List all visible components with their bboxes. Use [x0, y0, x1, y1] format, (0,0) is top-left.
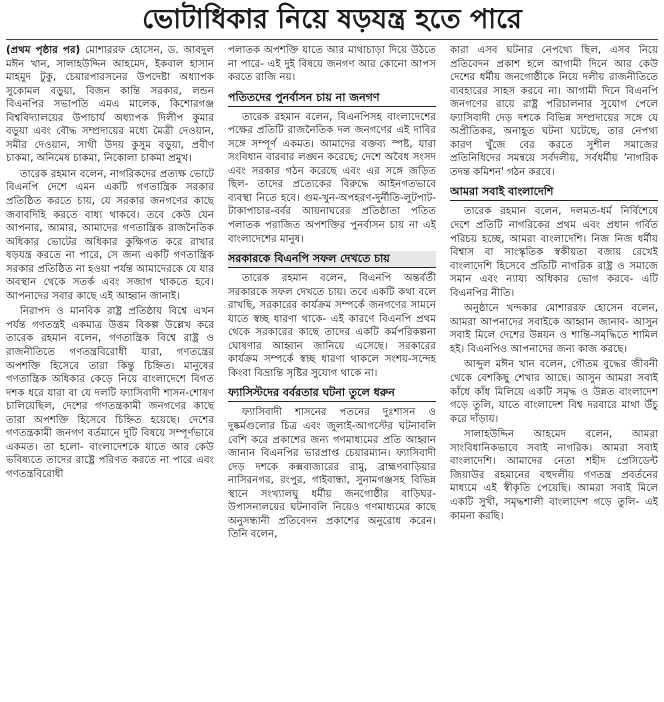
- article-column-3: [450, 44, 658, 698]
- paragraph: নিরাপদ ও মানবিক রাষ্ট্র প্রতিষ্ঠায় বিশ্বে এখন পর্যন্ত গণতন্ত্রই একমাত্র উত্তম বিকল্প উল্লেখ করে তারেক রহমান বলেন, গণতান্ত্রিক বিশ্বে রাষ্ট্র ও রাজনীতিতে গণতন্ত্রবিরোধী যারা, গণতন্ত্রের অপশক্তি হিসেবে তারা কিন্তু চিহ্নিত। মানুষের গণতান্ত্রিক অধিকার কেড়ে নিয়ে বাংলাদেশে বিগত দশক ধরে যারা বা যে দলটি ফ্যাসিবাদী শাসন-শোষণ চালিয়েছিল, দেশের গণতন্ত্রকামী জনগণের কাছে তারা অপশক্তি হিসেবে চিহ্নিত হয়েছে। দেশের গণতন্ত্রকামী জনগণ বর্তমানে দুটি বিষয়ে সম্পূর্ণভাবে একমত। তা হলো- বাংলাদেশকে যাতে আর কেউ ভবিষ্যতে তাদের রাষ্ট্রে পরিণত করতে না পারে এবং গণতন্ত্রবিরোধী: [6, 306, 214, 480]
- paragraph: আব্দুল মঈন খান বলেন, গৌতম বুদ্ধের জীবনী থেকে বেশকিছু শেখার আছে। আসুন আমরা সবাই কাঁধে কাঁধ মিলিয়ে একটি সমৃদ্ধ ও উন্নত বাংলাদেশ গড়ে তুলি, যাতে বাংলাদেশ বিশ্ব দরবারে মাথা উঁচু করে দাঁড়ায়।: [450, 359, 658, 425]
- paragraph-text: মোশাররফ হোসেন, ড. আবদুল মঈন খান, সালাহউদ্দিন আহমেদ, ইকবাল হাসান মাহমুদ টুকু, চেয়ারপারসনের উপদেষ্টা অধ্যাপক সুকোমল বড়ুয়া, বিজন কান্তি সরকার, লন্ডন বিএনপির সভাপতি এমএ মালেক, কিশোরগঞ্জ বিশ্ববিদ্যালয়ের উপাচার্য অধ্যাপক দিলীপ কুমার বড়ুয়া এবং বৌদ্ধ সম্প্রদায়ের মধ্যে মৈত্রী দেওয়ান, সমীর দেওয়ান, সাথী উদয় কুসুম বড়ুয়া, প্রবীণ চাকমা, অনিমেষ চাকমা, নিকোলা চাকমা প্রমুখ।: [6, 45, 214, 165]
- paragraph: তারেক রহমান বলেন, দলমত-ধর্ম নির্বিশেষে দেশে প্রতিটি নাগরিকের প্রথম এবং প্রধান গর্বিত পরিচয় হচ্ছে, আমরা বাংলাদেশি। নিজ নিজ ধর্মীয় বিশ্বাস বা সাংস্কৃতিক স্বকীয়তা বজায় রেখেই বাংলাদেশি হিসেবে প্রতিটি নাগরিক রাষ্ট্র ও সমাজে সমান এবং ন্যায্য অধিকার ভোগ করবে- এটি বিএনপির নীতি।: [450, 206, 658, 299]
- article-column-1: [6, 44, 214, 698]
- paragraph: তারেক রহমান বলেন, বিএনপিসহ বাংলাদেশের পক্ষের প্রতিটি রাজনৈতিক দল জনগণের এই দাবির সঙ্গে সম্পূর্ণ একমত। আমাদের বক্তব্য স্পষ্ট, যারা সংবিধান বারবার লঙ্ঘন করেছে; দেশে অবৈধ সংসদ এবং সরকার গঠন করেছে এবং এর সঙ্গে জড়িত ছিল- তাদের প্রত্যেকের বিরুদ্ধে আইনগতভাবে ব্যবস্থা নিতে হবে। গুম-খুন-অপহরণ-দুর্নীতি-লুটপাট-টাকাপাচার-বর্বর আয়নাঘরের প্রতিষ্ঠাতা পতিত পলাতক পরাজিত অপশক্তির পুনর্বাসন চায় না এই বাংলাদেশের মানুষ।: [228, 111, 436, 245]
- paragraph: তারেক রহমান বলেন, নাগরিকদের প্রত্যক্ষ ভোটে বিএনপি দেশে এমন একটি গণতান্ত্রিক সরকার প্রতিষ্ঠিত করতে চায়, যে সরকার জনগণের কাছে জবাবদিহি করতে বাধ্য থাকবে। তবে কেউ যেন আপনার, আমার, আমাদের গণতান্ত্রিক রাজনৈতিক অধিকার ভোটের অধিকার কুক্ষিগত করে রাখার ষড়যন্ত্র করতে না পারে, সে জন্য একটি গণতান্ত্রিক সরকার প্রতিষ্ঠিত না হওয়া পর্যন্ত আমাদেরকে যে যার অবস্থান থেকে সতর্ক এবং সজাগ থাকতে হবে। আপনাদের সবার কাছে এই আহ্বান জানাই।: [6, 168, 214, 302]
- paragraph: ফ্যাসিবাদী শাসনের পতনের দুঃশাসন ও দুষ্কর্মগুলোর চিত্র এবং জুলাই-আগস্টের ঘটনাবলি বেশি করে প্রকাশের জন্য গণমাধ্যমের প্রতি আহ্বান জানান বিএনপির ভারপ্রাপ্ত চেয়ারম্যান। ফ্যাসিবাদী দেড় দশকে কক্সবাজারের রামু, ব্রাহ্মণবাড়িয়ার নাসিরনগর, রংপুর, গাইবান্ধা, সুনামগঞ্জসহ বিভিন্ন স্থানে সংখ্যালঘু ধর্মীয় জনগোষ্ঠীর বাড়িঘর-উপাসনালয়ের ঘটনাবলি নিয়েও গণমাধ্যমের কাছে অনুসন্ধানী প্রতিবেদন প্রকাশের অনুরোধ করেন। তিনি বলেন,: [228, 407, 436, 541]
- headline-rule: [6, 39, 658, 40]
- subheading: পতিতদের পুনর্বাসন চায় না জনগণ: [228, 90, 436, 107]
- subheading: সরকারকে বিএনপি সফল দেখতে চায়: [228, 251, 436, 268]
- paragraph: সালাহউদ্দিন আহমেদ বলেন, আমরা সাংবিধানিকভাবে সবাই নাগরিক। আমরা সবাই বাংলাদেশি। আমাদের নেতা শহীদ প্রেসিডেন্ট জিয়াউর রহমানের বহুদলীয় গণতন্ত্র প্রবর্তনের মাধ্যমে এই স্বীকৃতি পেয়েছি। আমরা সবাই মিলে একটি সুখী, সমৃদ্ধশালী বাংলাদেশ গড়ে তুলি- এই কামনা করছি।: [450, 429, 658, 522]
- paragraph: পলাতক অপশক্তি যাতে আর মাথাচাড়া দিয়ে উঠতে না পারে- এই দুই বিষয়ে জনগণ আর কোনো আপস করতে রাজি নয়।: [228, 45, 436, 84]
- subheading: ফ্যাসিস্টদের বর্বরতার ঘটনা তুলে ধরুন: [228, 385, 436, 402]
- paragraph: অনুষ্ঠানে খন্দকার মোশাররফ হোসেন বলেন, আমরা আপনাদের সবাইকে আহ্বান জানাব- আসুন সবাই মিলে দেশের উন্নয়ন ও শান্তি-সমৃদ্ধিতে শামিল হই। বিএনপিও আপনাদের জন্য কাজ করছে।: [450, 303, 658, 355]
- subheading: আমরা সবাই বাংলাদেশি: [450, 184, 658, 201]
- paragraph: তারেক রহমান বলেন, বিএনপি অন্তর্বর্তী সরকারকে সফল দেখতে চায়। তবে একটি কথা বলে রাখছি, সরকারের কার্যক্রম সম্পর্কে জনগণের সামনে যাতে স্বচ্ছ ধারণা থাকে- এই কারণে বিএনপি প্রথম থেকে সরকারের কাছে তাদের একটি কর্মপরিকল্পনা ঘোষণার আহ্বান জানিয়ে এসেছে। সরকারের কার্যক্রম সম্পর্কে স্বচ্ছ ধারণা থাকলে সংশয়-সন্দেহ কিংবা বিভ্রান্তি সৃষ্টির সুযোগ থাকে না।: [228, 273, 436, 379]
- headline: ভোটাধিকার নিয়ে ষড়যন্ত্র হতে পারে: [142, 4, 522, 35]
- article-column-2: [228, 44, 436, 698]
- paragraph: [6, 44, 214, 166]
- paragraph: কারা এসব ঘটনার নেপথ্যে ছিল, এসব নিয়ে প্রতিবেদন প্রকাশ হলে আগামী দিনে আর কেউ দেশের ধর্মীয় জনগোষ্ঠীকে নিয়ে দলীয় রাজনীতিতে ব্যবহারের সাহস করবে না। আগামী দিনে বিএনপি জনগণের রায়ে রাষ্ট্র পরিচালনার সুযোগ পেলে ফ্যাসিবাদী দেড় দশকে বিভিন্ন সম্প্রদায়ের সঙ্গে যে অপ্রীতিকর, অনাহূত ঘটনা ঘটেছে, তার নেপথ্য কারণ খুঁজে বের করতে সুশীল সমাজের প্রতিনিধিদের সমন্বয়ে সর্বদলীয়, সর্বধর্মীয় 'নাগরিক তদন্ত কমিশন' গঠন করবে।: [450, 45, 658, 178]
- continuation-label: (প্রথম পৃষ্ঠার পর): [6, 45, 81, 56]
